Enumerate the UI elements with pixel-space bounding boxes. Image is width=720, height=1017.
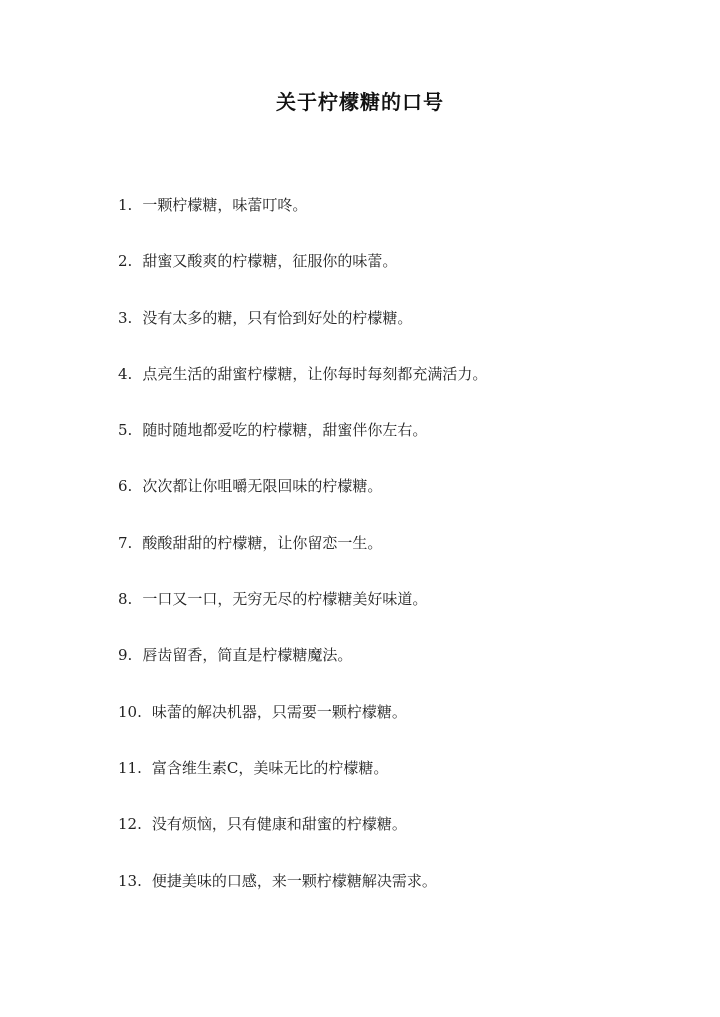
- list-item: [118, 870, 487, 926]
- list-item: [118, 307, 487, 363]
- item-text: 点亮生活的甜蜜柠檬糖，让你每时每刻都充满活力。: [142, 364, 488, 383]
- item-text: 唇齿留香，简直是柠檬糖魔法。: [142, 646, 353, 665]
- item-number: 13.: [118, 871, 142, 890]
- item-number: 10.: [118, 702, 142, 721]
- list-item: [118, 644, 487, 700]
- list-item: [118, 813, 487, 869]
- item-number: 6.: [118, 477, 133, 496]
- slogan-list: [118, 194, 487, 926]
- item-number: 3.: [118, 308, 133, 327]
- item-number: 12.: [118, 815, 142, 834]
- item-text: 味蕾的解决机器，只需要一颗柠檬糖。: [151, 702, 407, 721]
- item-text: 一颗柠檬糖，味蕾叮咚。: [142, 196, 308, 214]
- list-item: [118, 532, 487, 588]
- item-text: 甜蜜又酸爽的柠檬糖，征服你的味蕾。: [142, 252, 398, 271]
- item-number: 11.: [118, 758, 142, 777]
- document-title: 关于柠檬糖的口号: [276, 90, 444, 114]
- list-item: [118, 701, 487, 757]
- item-text: 便捷美味的口感，来一颗柠檬糖解决需求。: [151, 871, 437, 890]
- list-item: [118, 419, 487, 475]
- list-item: [118, 757, 487, 813]
- item-number: 2.: [118, 252, 133, 271]
- item-number: 7.: [118, 533, 133, 552]
- item-text: 酸酸甜甜的柠檬糖，让你留恋一生。: [142, 533, 383, 552]
- list-item: [118, 363, 487, 419]
- item-text: 次次都让你咀嚼无限回味的柠檬糖。: [142, 477, 383, 496]
- item-text: 一口又一口，无穷无尽的柠檬糖美好味道。: [142, 590, 428, 609]
- item-number: 8.: [118, 590, 133, 609]
- item-number: 5.: [118, 421, 133, 440]
- item-text: 没有烦恼，只有健康和甜蜜的柠檬糖。: [151, 815, 407, 834]
- item-text: 富含维生素C，美味无比的柠檬糖。: [151, 758, 389, 777]
- item-text: 没有太多的糖，只有恰到好处的柠檬糖。: [142, 308, 413, 327]
- item-number: 1.: [118, 196, 133, 214]
- list-item: [118, 588, 487, 644]
- item-number: 9.: [118, 646, 133, 665]
- list-item: [118, 475, 487, 531]
- item-text: 随时随地都爱吃的柠檬糖，甜蜜伴你左右。: [142, 421, 428, 440]
- list-item: [118, 194, 487, 250]
- list-item: [118, 250, 487, 306]
- item-number: 4.: [118, 364, 133, 383]
